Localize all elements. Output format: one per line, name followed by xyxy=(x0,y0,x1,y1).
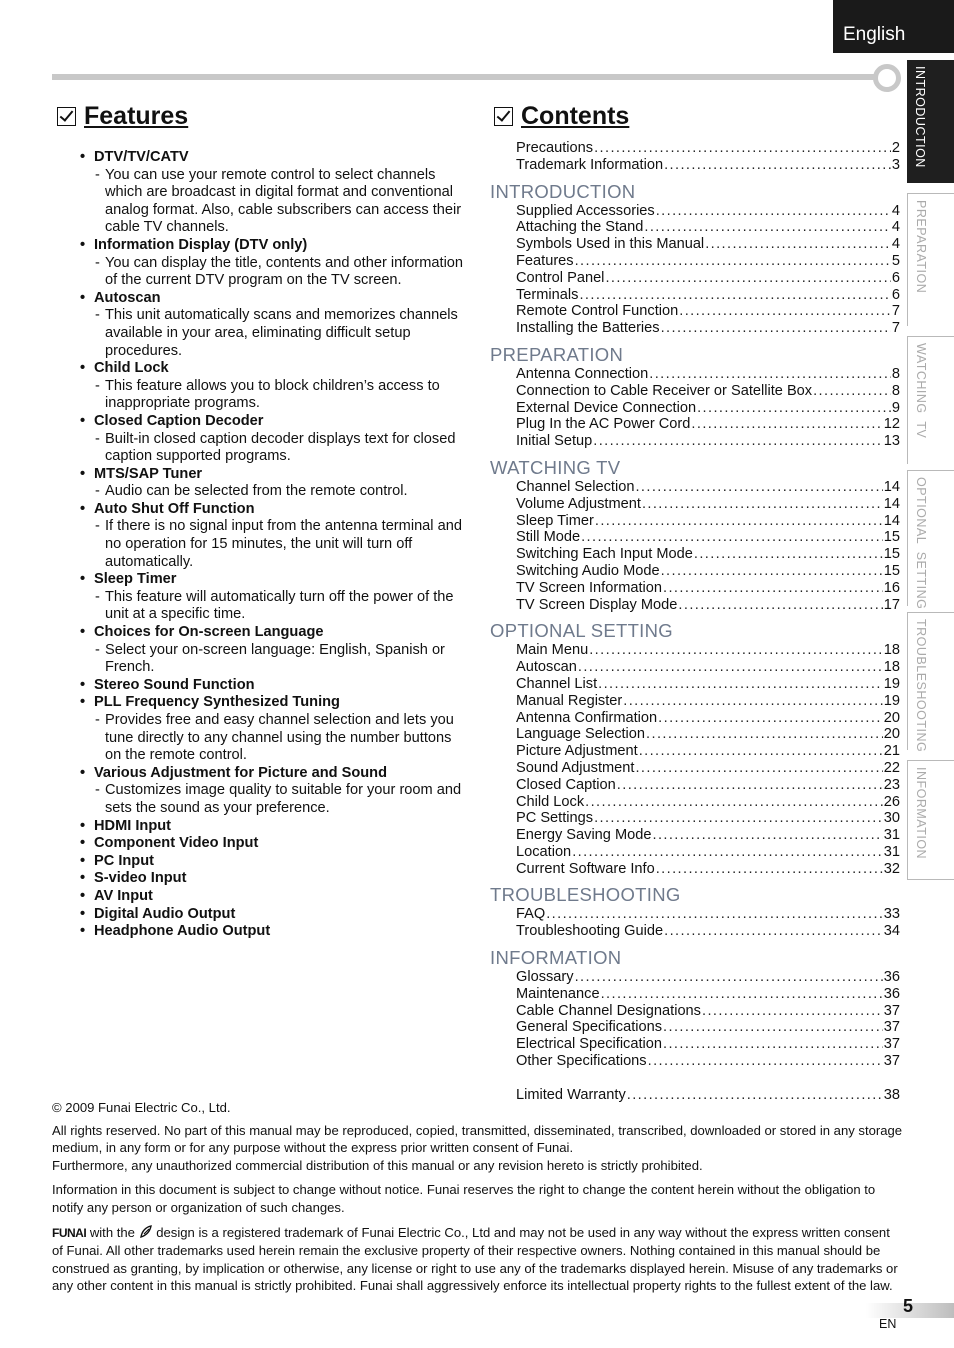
toc-leader-dots xyxy=(572,844,883,861)
toc-page-number: 26 xyxy=(883,793,900,810)
toc-leader-dots xyxy=(658,710,883,727)
toc-entry-title: Other Specifications xyxy=(516,1053,647,1070)
feature-description: - You can display the title, contents and other information of the current DTV program on the TV screen. xyxy=(78,255,470,290)
toc-entry-title: Attaching the Stand xyxy=(516,219,644,236)
toc-entry xyxy=(490,287,900,304)
toc-entry-title: Picture Adjustment xyxy=(516,743,638,760)
page-number: 5 xyxy=(903,1296,914,1316)
toc-leader-dots xyxy=(575,969,883,986)
toc-entry-title: Location xyxy=(516,843,572,860)
toc-section-title: INFORMATION xyxy=(490,947,622,969)
feature-item xyxy=(78,765,470,818)
toc-section-title: PREPARATION xyxy=(490,343,624,365)
toc-leader-dots xyxy=(663,580,883,597)
toc-page-number: 7 xyxy=(891,303,900,320)
toc-entry xyxy=(490,219,900,236)
toc-page-number: 33 xyxy=(883,906,900,923)
toc-entry xyxy=(490,710,900,727)
toc-page-number: 20 xyxy=(883,726,900,743)
toc-page-number: 19 xyxy=(883,692,900,709)
feature-item xyxy=(78,571,470,624)
toc-section-title: WATCHING TV xyxy=(490,456,621,478)
toc-entry xyxy=(490,416,900,433)
funai-logo: FUNAI xyxy=(52,1225,87,1240)
toc-entry-title: Troubleshooting Guide xyxy=(516,923,664,940)
toc-page-number: 4 xyxy=(891,219,900,236)
toc-page-number: 19 xyxy=(883,675,900,692)
toc-entry xyxy=(490,433,900,450)
rights-paragraph-2: Furthermore, any unauthorized commercial distribution of this manual or any revision hereto is strictly prohibited. xyxy=(52,1157,703,1173)
feature-title: • PLL Frequency Synthesized Tuning xyxy=(78,694,470,712)
toc-leader-dots xyxy=(663,1036,883,1053)
toc-leader-dots xyxy=(635,479,882,496)
toc-leader-dots xyxy=(578,659,883,676)
side-tab-introduction: INTRODUCTION xyxy=(907,60,954,183)
toc-page-number: 32 xyxy=(883,860,900,877)
toc-entry xyxy=(490,923,900,940)
toc-entry-title: Features xyxy=(516,252,574,269)
toc-entry xyxy=(490,383,900,400)
side-tab-preparation: PREPARATION xyxy=(907,193,954,326)
toc-leader-dots xyxy=(594,140,891,157)
toc-leader-dots xyxy=(705,236,891,253)
feature-title: • Component Video Input xyxy=(78,835,470,853)
toc-entry-title: Switching Audio Mode xyxy=(516,562,660,579)
toc-entry-title: Control Panel xyxy=(516,269,605,286)
toc-entry xyxy=(490,676,900,693)
feature-title: • Choices for On-screen Language xyxy=(78,624,470,642)
language-tab: English xyxy=(833,0,954,53)
toc-page-number: 6 xyxy=(891,269,900,286)
toc-page-number: 8 xyxy=(891,365,900,382)
toc-entry xyxy=(490,366,900,383)
feature-item xyxy=(78,870,470,888)
toc-page-number: 36 xyxy=(883,985,900,1002)
toc-entry-title: Limited Warranty xyxy=(516,1086,626,1103)
toc-page-number: 14 xyxy=(883,478,900,495)
toc-entry xyxy=(490,270,900,287)
feature-title: • Headphone Audio Output xyxy=(78,923,470,941)
toc-entry xyxy=(490,400,900,417)
toc-page-number: 9 xyxy=(891,399,900,416)
toc-page-number: 34 xyxy=(883,923,900,940)
toc-leader-dots xyxy=(594,810,883,827)
toc-entry-title: Volume Adjustment xyxy=(516,495,641,512)
feature-item xyxy=(78,466,470,501)
feature-title: • HDMI Input xyxy=(78,818,470,836)
toc-page-number: 37 xyxy=(883,1036,900,1053)
toc-page-number: 16 xyxy=(883,579,900,596)
feature-description: - If there is no signal input from the antenna terminal and no operation for 15 minutes, the unit will turn off automatically. xyxy=(78,518,470,571)
toc-entry xyxy=(490,969,900,986)
toc-entry xyxy=(490,986,900,1003)
feature-item xyxy=(78,888,470,906)
toc-entry-title: Trademark Information xyxy=(516,156,664,173)
toc-entry xyxy=(490,546,900,563)
toc-page-number: 20 xyxy=(883,709,900,726)
copyright-line: © 2009 Funai Electric Co., Ltd. xyxy=(52,1100,231,1115)
toc-leader-dots xyxy=(656,203,891,220)
feature-item xyxy=(78,624,470,677)
toc-leader-dots xyxy=(595,513,883,530)
feature-item xyxy=(78,835,470,853)
toc-entry-title: Remote Control Function xyxy=(516,303,679,320)
feature-item xyxy=(78,501,470,571)
toc-entry-title: Supplied Accessories xyxy=(516,202,655,219)
top-rule-end-circle xyxy=(873,64,901,92)
toc-entry-title: Maintenance xyxy=(516,985,600,1002)
feature-description: - This unit automatically scans and memorizes channels available in your area, eliminating difficult setup procedures. xyxy=(78,307,470,360)
feature-title: • Various Adjustment for Picture and Sound xyxy=(78,765,470,783)
feature-title: • Child Lock xyxy=(78,360,470,378)
legal-footer xyxy=(52,1099,904,1295)
toc-entry-title: External Device Connection xyxy=(516,399,697,416)
toc-page-number: 6 xyxy=(891,286,900,303)
checkbox-icon xyxy=(494,107,513,126)
toc-leader-dots xyxy=(546,906,883,923)
toc-section-title: INTRODUCTION xyxy=(490,180,636,202)
toc-entry xyxy=(490,861,900,878)
toc-page-number: 4 xyxy=(891,236,900,253)
toc-entry xyxy=(490,496,900,513)
toc-page-number: 22 xyxy=(883,759,900,776)
toc-leader-dots xyxy=(679,303,891,320)
toc-page-number: 2 xyxy=(891,140,900,156)
toc-leader-dots xyxy=(664,157,891,174)
toc-entry xyxy=(490,236,900,253)
feature-item xyxy=(78,818,470,836)
toc-entry-title: Glossary xyxy=(516,969,574,986)
toc-entry xyxy=(490,529,900,546)
toc-entry xyxy=(490,777,900,794)
toc-page-number: 13 xyxy=(883,433,900,450)
toc-entry xyxy=(490,140,900,157)
toc-leader-dots xyxy=(581,529,883,546)
toc-leader-dots xyxy=(589,642,883,659)
toc-leader-dots xyxy=(652,827,882,844)
toc-entry xyxy=(490,479,900,496)
toc-entry xyxy=(490,203,900,220)
toc-entry-title: Main Menu xyxy=(516,642,589,659)
toc-page-number: 18 xyxy=(883,642,900,659)
feature-item xyxy=(78,694,470,764)
features-list xyxy=(78,149,470,941)
toc-leader-dots xyxy=(598,676,883,693)
toc-entry-title: General Specifications xyxy=(516,1019,663,1036)
feature-description: - This feature allows you to block children’s access to inappropriate programs. xyxy=(78,378,470,413)
toc-entry xyxy=(490,693,900,710)
toc-leader-dots xyxy=(601,986,883,1003)
checkbox-icon xyxy=(57,107,76,126)
feature-item xyxy=(78,237,470,290)
trademark-paragraph: FUNAI with the design is a registered trademark of Funai Electric Co., Ltd and may not be used in any way without the express written consent of Funai. All other trademarks used herein remain the exclusive property of their respective owners. Nothing contained in this manual should be construed as granting, by implication or otherwise, any license or right to use any of the trademarks displayed herein. Misuse of any trademarks or any other content in this manual is strictly prohibited. Funai shall aggressively enforce its intellectual property rights to the fullest extent of the law. xyxy=(52,1224,898,1294)
toc-entry-title: Connection to Cable Receiver or Satellite Box xyxy=(516,382,813,399)
toc-entry xyxy=(490,1036,900,1053)
feature-title: • MTS/SAP Tuner xyxy=(78,466,470,484)
toc-entry-title: Channel List xyxy=(516,675,598,692)
toc-entry xyxy=(490,659,900,676)
toc-page-number: 23 xyxy=(883,776,900,793)
toc-entry xyxy=(490,1053,900,1070)
toc-leader-dots xyxy=(678,597,882,614)
toc-page-number: 37 xyxy=(883,1053,900,1070)
toc-entry-title: Antenna Confirmation xyxy=(516,709,658,726)
toc-entry-title: Language Selection xyxy=(516,726,646,743)
side-tab-optional-setting: OPTIONAL SETTING xyxy=(907,470,954,606)
toc-page-number: 36 xyxy=(883,969,900,986)
toc-page-number: 37 xyxy=(883,1019,900,1036)
toc-page-number: 14 xyxy=(883,495,900,512)
top-rule xyxy=(52,74,876,80)
toc-page-number: 31 xyxy=(883,843,900,860)
side-tab-troubleshooting: TROUBLESHOOTING xyxy=(907,612,954,750)
side-section-tabs xyxy=(907,60,954,880)
toc-entry-title: Symbols Used in this Manual xyxy=(516,236,705,253)
toc-entry xyxy=(490,1019,900,1036)
feature-item xyxy=(78,413,470,466)
feature-title: • AV Input xyxy=(78,888,470,906)
toc-entry xyxy=(490,157,900,174)
toc-leader-dots xyxy=(639,743,883,760)
toc-page-number: 4 xyxy=(891,202,900,219)
toc-entry xyxy=(490,844,900,861)
toc-page-number: 14 xyxy=(883,512,900,529)
page-language-code: EN xyxy=(879,1317,897,1331)
toc-leader-dots xyxy=(623,693,883,710)
feature-item xyxy=(78,853,470,871)
toc-leader-dots xyxy=(656,861,883,878)
toc-page-number: 17 xyxy=(883,596,900,613)
toc-page-number: 15 xyxy=(883,546,900,563)
toc-leader-dots xyxy=(642,496,883,513)
feature-description: - Customizes image quality to suitable for your room and sets the sound as your preference. xyxy=(78,782,470,817)
toc-page-number: 15 xyxy=(883,529,900,546)
feature-item xyxy=(78,923,470,941)
toc-entry xyxy=(490,810,900,827)
toc-page-number: 37 xyxy=(883,1002,900,1019)
feature-title: • Auto Shut Off Function xyxy=(78,501,470,519)
toc-page-number: 7 xyxy=(891,320,900,337)
toc-leader-dots xyxy=(697,400,891,417)
feature-description: - You can use your remote control to select channels which are broadcast in digital format and conventional analog format. Also, cable subscribers can access their cable TV channels. xyxy=(78,167,470,237)
side-tab-watching-tv: WATCHING TV xyxy=(907,336,954,464)
toc-leader-dots xyxy=(648,1053,883,1070)
toc-entry xyxy=(490,726,900,743)
toc-leader-dots xyxy=(605,270,890,287)
toc-leader-dots xyxy=(813,383,891,400)
toc-entry xyxy=(490,563,900,580)
toc-entry-title: Electrical Specification xyxy=(516,1036,663,1053)
feature-description: - Provides free and easy channel selection and lets you tune directly to any channel using the number buttons on the remote control. xyxy=(78,712,470,765)
contents-heading: Contents xyxy=(494,102,629,131)
toc-entry xyxy=(490,906,900,923)
feature-title: • Sleep Timer xyxy=(78,571,470,589)
toc-entry xyxy=(490,827,900,844)
toc-page-number: 8 xyxy=(891,382,900,399)
toc-page-number: 21 xyxy=(883,743,900,760)
toc-page-number: 30 xyxy=(883,810,900,827)
toc-section-title: TROUBLESHOOTING xyxy=(490,884,681,906)
toc-entry xyxy=(490,743,900,760)
toc-leader-dots xyxy=(649,366,891,383)
feature-item xyxy=(78,360,470,413)
feature-title: • S-video Input xyxy=(78,870,470,888)
toc-leader-dots xyxy=(663,1019,883,1036)
toc-entry-title: TV Screen Information xyxy=(516,579,663,596)
toc-entry xyxy=(490,253,900,270)
toc-page-number: 15 xyxy=(883,562,900,579)
toc-leader-dots xyxy=(661,320,891,337)
toc-entry xyxy=(490,760,900,777)
toc-entry-title: Antenna Connection xyxy=(516,365,649,382)
toc-entry xyxy=(490,320,900,337)
toc-entry-title: FAQ xyxy=(516,906,546,923)
toc-entry-title: Terminals xyxy=(516,286,579,303)
feature-title: • DTV/TV/CATV xyxy=(78,149,470,167)
toc-entry xyxy=(490,580,900,597)
feature-description: - Built-in closed caption decoder displays text for closed caption supported programs. xyxy=(78,431,470,466)
rights-paragraph: All rights reserved. No part of this manual may be reproduced, copied, transmitted, disseminated, transcribed, downloaded or stored in any storage medium, in any form or for any purpose without the express prior written consent of Funai. xyxy=(52,1122,903,1156)
feature-title: • Autoscan xyxy=(78,290,470,308)
feature-title: • Closed Caption Decoder xyxy=(78,413,470,431)
toc-section-title: OPTIONAL SETTING xyxy=(490,620,673,642)
feature-title: • Information Display (DTV only) xyxy=(78,237,470,255)
feature-title: • Stereo Sound Function xyxy=(78,677,470,695)
toc-entry xyxy=(490,794,900,811)
toc-entry-title: Energy Saving Mode xyxy=(516,827,652,844)
toc-entry xyxy=(490,1003,900,1020)
toc-page-number: 18 xyxy=(883,659,900,676)
toc-entry-title: TV Screen Display Mode xyxy=(516,596,678,613)
feature-item xyxy=(78,290,470,360)
funai-design-icon xyxy=(139,1225,153,1239)
toc-entry-title: Switching Each Input Mode xyxy=(516,546,693,563)
feature-item xyxy=(78,149,470,237)
toc-leader-dots xyxy=(694,546,883,563)
toc-page-number: 31 xyxy=(883,827,900,844)
toc-leader-dots xyxy=(691,416,882,433)
toc-leader-dots xyxy=(664,923,883,940)
toc-entry-title: Closed Caption xyxy=(516,776,616,793)
toc-entry xyxy=(490,303,900,320)
feature-description: - This feature will automatically turn off the power of the unit at a specific time. xyxy=(78,589,470,624)
toc-leader-dots xyxy=(585,794,883,811)
toc-entry xyxy=(490,513,900,530)
notice-paragraph: Information in this document is subject to change without notice. Funai reserves the right to change the content herein without the obligation to notify any person or organization of such changes. xyxy=(52,1182,876,1215)
feature-item xyxy=(78,906,470,924)
toc-leader-dots xyxy=(661,563,883,580)
toc-leader-dots xyxy=(635,760,882,777)
toc-entry-title: Current Software Info xyxy=(516,860,655,877)
toc-entry-title: Still Mode xyxy=(516,529,581,546)
feature-title: • PC Input xyxy=(78,853,470,871)
feature-description: - Select your on-screen language: English, Spanish or French. xyxy=(78,642,470,677)
feature-item xyxy=(78,677,470,695)
toc-leader-dots xyxy=(644,219,890,236)
toc-page-number: 12 xyxy=(883,416,900,433)
toc-entry-title: Sound Adjustment xyxy=(516,759,635,776)
toc-entry-title: Installing the Batteries xyxy=(516,320,660,337)
toc-leader-dots xyxy=(617,777,883,794)
toc-entry-title: Sleep Timer xyxy=(516,512,594,529)
toc-entry xyxy=(490,597,900,614)
toc-entry-title: Plug In the AC Power Cord xyxy=(516,416,691,433)
toc-entry-title: Precautions xyxy=(516,140,594,156)
toc-leader-dots xyxy=(646,726,883,743)
toc-page-number: 3 xyxy=(891,156,900,173)
toc-entry-title: Autoscan xyxy=(516,659,577,676)
toc-page-number: 38 xyxy=(883,1086,900,1103)
toc-entry-title: Cable Channel Designations xyxy=(516,1002,701,1019)
toc-entry xyxy=(490,642,900,659)
features-heading: Features xyxy=(57,102,188,131)
feature-description: - Audio can be selected from the remote control. xyxy=(78,483,470,501)
toc-page-number: 5 xyxy=(891,252,900,269)
toc-entry-title: Manual Register xyxy=(516,692,623,709)
toc-entry-title: Child Lock xyxy=(516,793,585,810)
toc-leader-dots xyxy=(702,1003,883,1020)
side-tab-information: INFORMATION xyxy=(907,760,954,880)
toc-leader-dots xyxy=(593,433,883,450)
feature-title: • Digital Audio Output xyxy=(78,906,470,924)
toc-entry-title: Initial Setup xyxy=(516,433,593,450)
table-of-contents xyxy=(490,140,900,1103)
toc-leader-dots xyxy=(579,287,890,304)
toc-leader-dots xyxy=(575,253,891,270)
toc-entry-title: Channel Selection xyxy=(516,478,635,495)
toc-entry-title: PC Settings xyxy=(516,810,594,827)
